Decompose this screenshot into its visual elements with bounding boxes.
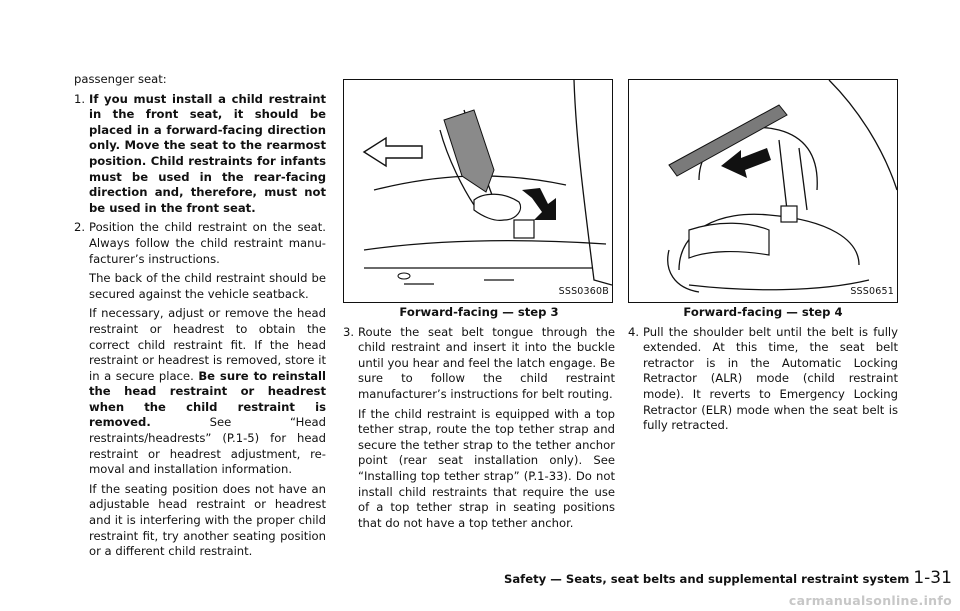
step-3 (343, 325, 615, 403)
figure-forward-facing-step-3 (343, 79, 613, 303)
watermark: carmanualsonline.info (788, 593, 952, 608)
step-4-text: Pull the shoulder belt until the belt is fully extended. At this time, the seat belt retractor is in the Automatic Locking Retractor (ALR) mode (child restraint mode). It reverts to Emergency Locking Retractor (ELR) mode when the seat belt is fully retracted. (643, 324, 898, 433)
seat-cushion-shape (689, 223, 769, 258)
figure-code: SSS0651 (850, 286, 894, 298)
buckle-shape (514, 220, 534, 238)
page-number: 1-31 (913, 568, 952, 588)
step-number: 4. (628, 324, 640, 339)
step-2-paragraph (74, 306, 326, 478)
column-1 (74, 72, 326, 560)
figure-caption: Forward-facing — step 4 (683, 305, 843, 319)
page-footer (504, 568, 952, 588)
seat-belt-shape (444, 110, 494, 192)
step-number: 3. (343, 324, 355, 339)
arrow-pull-icon (721, 148, 771, 178)
step-3-paragraph: If the child restraint is equipped with a top tether strap, route the top tether strap and secure the tether strap to the tether anchor point (rear seat installation only). See “Installing top tether strap” (P.1-33). Do not install child restraints that require the use of a top tether strap in seating positions that do not have a top tether anchor. (358, 406, 615, 530)
figure-forward-facing-step-4 (628, 79, 898, 303)
bold-text-run: Be sure to reinstall the head restraint or headrest when the child restraint is removed. (89, 368, 327, 430)
figure-caption: Forward-facing — step 3 (399, 305, 559, 319)
seat-belt-illustration (344, 80, 612, 302)
step-2-text: Position the child restraint on the seat. Always follow the child restraint manu-facturer’s instructions. (89, 220, 326, 266)
arrow-left-icon (364, 138, 422, 166)
section-title: Safety — Seats, seat belts and supplemental restraint system (504, 572, 910, 586)
text-run: See “Head restraints/headrests” (P.1-5) for head restraint or headrest adjustment, re-moval and installation information. (89, 415, 327, 477)
step-number: 2. (74, 220, 86, 235)
intro-text: passenger seat: (74, 72, 167, 86)
step-2 (74, 220, 326, 267)
step-number: 1. (74, 91, 86, 106)
hand-shape (474, 194, 521, 220)
text-run: If necessary, adjust or remove the head restraint or headrest to obtain the correct child restraint fit. If the head restraint or headrest is removed, store it in a secure place. (89, 306, 326, 383)
step-4 (628, 325, 898, 434)
step-2-paragraph: The back of the child restraint should be secured against the vehicle seatback. (89, 271, 326, 301)
column-3 (628, 79, 898, 434)
column-2 (343, 79, 615, 531)
buckle-shape (781, 206, 797, 222)
bolt-shape (398, 273, 410, 279)
step-1-warning: If you must install a child restraint in the front seat, it should be placed in a forward-facing direction only. Move the seat to the rearmost position. Child restraints for infants must be used in the rear-facing direction and, therefore, must not be used in the front seat. (89, 91, 326, 215)
step-1 (74, 92, 326, 217)
child-seat-illustration (629, 80, 897, 302)
arrow-down-icon (522, 188, 556, 220)
step-3-text: Route the seat belt tongue through the child restraint and insert it into the buckle until you hear and feel the latch engage. Be sure to follow the child restraint manufacturer’s instructions for belt routing. (358, 324, 615, 401)
figure-code: SSS0360B (558, 286, 609, 298)
step-2-paragraph: If the seating position does not have an adjustable head restraint or headrest and it is interfering with the proper child restraint fit, try another seating position or a different child restraint. (89, 481, 326, 559)
